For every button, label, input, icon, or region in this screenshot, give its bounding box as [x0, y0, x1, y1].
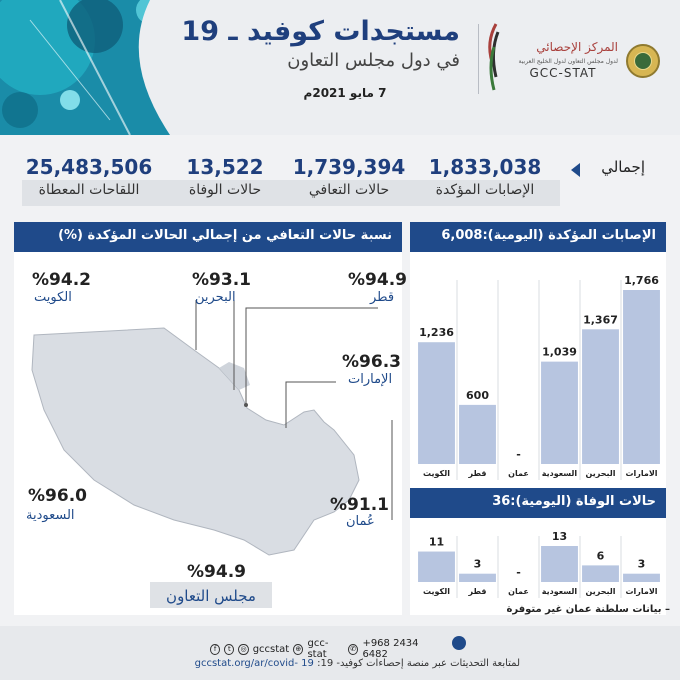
total-confirmed-value: 1,833,038 — [428, 155, 542, 179]
gcc-stat-small-logo-icon — [452, 636, 466, 650]
page-subtitle: في دول مجلس التعاون — [287, 50, 460, 71]
oman-name: عُمان — [346, 514, 375, 529]
arrow-left-icon — [571, 163, 580, 177]
bahrain-name: البحرين — [195, 290, 236, 305]
page-title: مستجدات كوفيد ـ 19 — [181, 16, 460, 47]
qatar-pct: %94.9 — [348, 270, 407, 290]
bar-0 — [418, 342, 455, 464]
category-label-1: قطر — [468, 587, 487, 596]
bar-3 — [541, 362, 578, 464]
peninsula-shape — [32, 328, 359, 555]
recovery-header: نسبة حالات التعافي من إجمالي الحالات المؤكدة (%) — [14, 222, 402, 252]
org-name-ar: المركز الإحصائي — [536, 40, 618, 54]
gcc-stat-logo-icon — [482, 22, 504, 92]
category-label-5: الامارات — [625, 587, 658, 596]
gcc-name: مجلس التعاون — [166, 587, 256, 605]
bar-4 — [582, 565, 619, 582]
total-vaccines-label: اللقاحات المعطاة — [38, 182, 140, 198]
total-confirmed-label: الإصابات المؤكدة — [435, 182, 535, 198]
total-deaths-label: حالات الوفاة — [188, 182, 262, 198]
header-divider — [478, 24, 479, 94]
category-label-3: السعودية — [541, 587, 578, 596]
category-label-4: البحرين — [585, 587, 616, 596]
bar-4 — [582, 329, 619, 464]
website-handle[interactable]: gcc-stat — [307, 638, 329, 660]
bar-value-label-1: 600 — [466, 388, 489, 402]
bar-value-label-1: 3 — [473, 557, 482, 571]
instagram-icon[interactable]: ◎ — [238, 644, 248, 655]
bar-value-label-0: 1,236 — [419, 326, 454, 340]
header — [0, 0, 680, 135]
category-label-1: قطر — [468, 469, 487, 478]
category-label-2: عمان — [508, 469, 529, 478]
category-label-4: البحرين — [585, 469, 616, 478]
bar-0 — [418, 552, 455, 582]
footnote: – بيانات سلطنة عمان غير متوفرة — [506, 604, 670, 615]
total-deaths-value: 13,522 — [186, 155, 264, 179]
footer-text: لمتابعة التحديثات عبر منصة إحصاءات كوفيد- 19: — [317, 658, 520, 669]
bar-value-label-3: 1,039 — [542, 345, 577, 359]
web-icon[interactable]: ⊕ — [293, 644, 303, 655]
bar-value-label-2: - — [516, 566, 521, 579]
category-label-0: الكويت — [423, 469, 450, 478]
twitter-icon[interactable]: t — [224, 644, 234, 655]
total-recovered-label: حالات التعافي — [308, 182, 390, 198]
bar-5 — [623, 290, 660, 464]
bar-1 — [459, 405, 496, 464]
daily-cases-header: الإصابات المؤكدة (اليومية):6,008 — [410, 222, 666, 252]
gcc-emblem-icon — [626, 44, 660, 78]
category-label-2: عمان — [508, 587, 529, 596]
social-handle[interactable]: gccstat — [252, 643, 290, 655]
uae-name: الإمارات — [348, 372, 393, 387]
total-vaccines-value: 25,483,506 — [25, 155, 153, 179]
bar-value-label-2: - — [516, 448, 521, 461]
saudi-name: السعودية — [26, 508, 75, 523]
facebook-icon[interactable]: f — [210, 644, 220, 655]
kuwait-pct: %94.2 — [32, 270, 91, 290]
report-date: 7 مايو 2021م — [303, 86, 387, 100]
footer-line — [170, 658, 520, 669]
bar-value-label-4: 6 — [596, 549, 605, 563]
bar-5 — [623, 574, 660, 582]
gcc-pct: %94.9 — [187, 562, 246, 582]
daily-deaths-chart — [410, 518, 666, 604]
virus-decoration-icon — [0, 0, 180, 135]
category-label-5: الامارات — [625, 469, 658, 478]
org-subname-ar: لدول مجلس التعاون لدول الخليج العربية — [518, 58, 618, 65]
bar-3 — [541, 546, 578, 582]
daily-deaths-header: حالات الوفاة (اليومية):36 — [410, 488, 666, 518]
daily-cases-chart — [410, 252, 666, 488]
saudi-pct: %96.0 — [28, 486, 87, 506]
total-recovered-value: 1,739,394 — [292, 155, 406, 179]
bar-value-label-5: 1,766 — [624, 274, 659, 287]
footer-url[interactable]: gccstat.org/ar/covid- 19 — [194, 658, 314, 669]
org-name-en: GCC-STAT — [529, 66, 597, 80]
phone-number[interactable]: +968 2434 6482 — [362, 638, 419, 660]
bahrain-pct: %93.1 — [192, 270, 251, 290]
qatar-name: قطر — [370, 290, 395, 305]
oman-pct: %91.1 — [330, 495, 389, 515]
bar-value-label-5: 3 — [637, 557, 646, 571]
bar-value-label-0: 11 — [428, 535, 445, 549]
bar-value-label-3: 13 — [551, 530, 568, 543]
category-label-0: الكويت — [423, 587, 450, 596]
category-label-3: السعودية — [541, 469, 578, 478]
totals-label: إجمالي — [601, 158, 645, 176]
bar-value-label-4: 1,367 — [583, 313, 618, 327]
whatsapp-icon[interactable]: ✆ — [348, 644, 358, 655]
kuwait-name: الكويت — [34, 290, 72, 305]
social-bar — [210, 638, 440, 660]
bar-1 — [459, 574, 496, 582]
uae-pct: %96.3 — [342, 352, 401, 372]
